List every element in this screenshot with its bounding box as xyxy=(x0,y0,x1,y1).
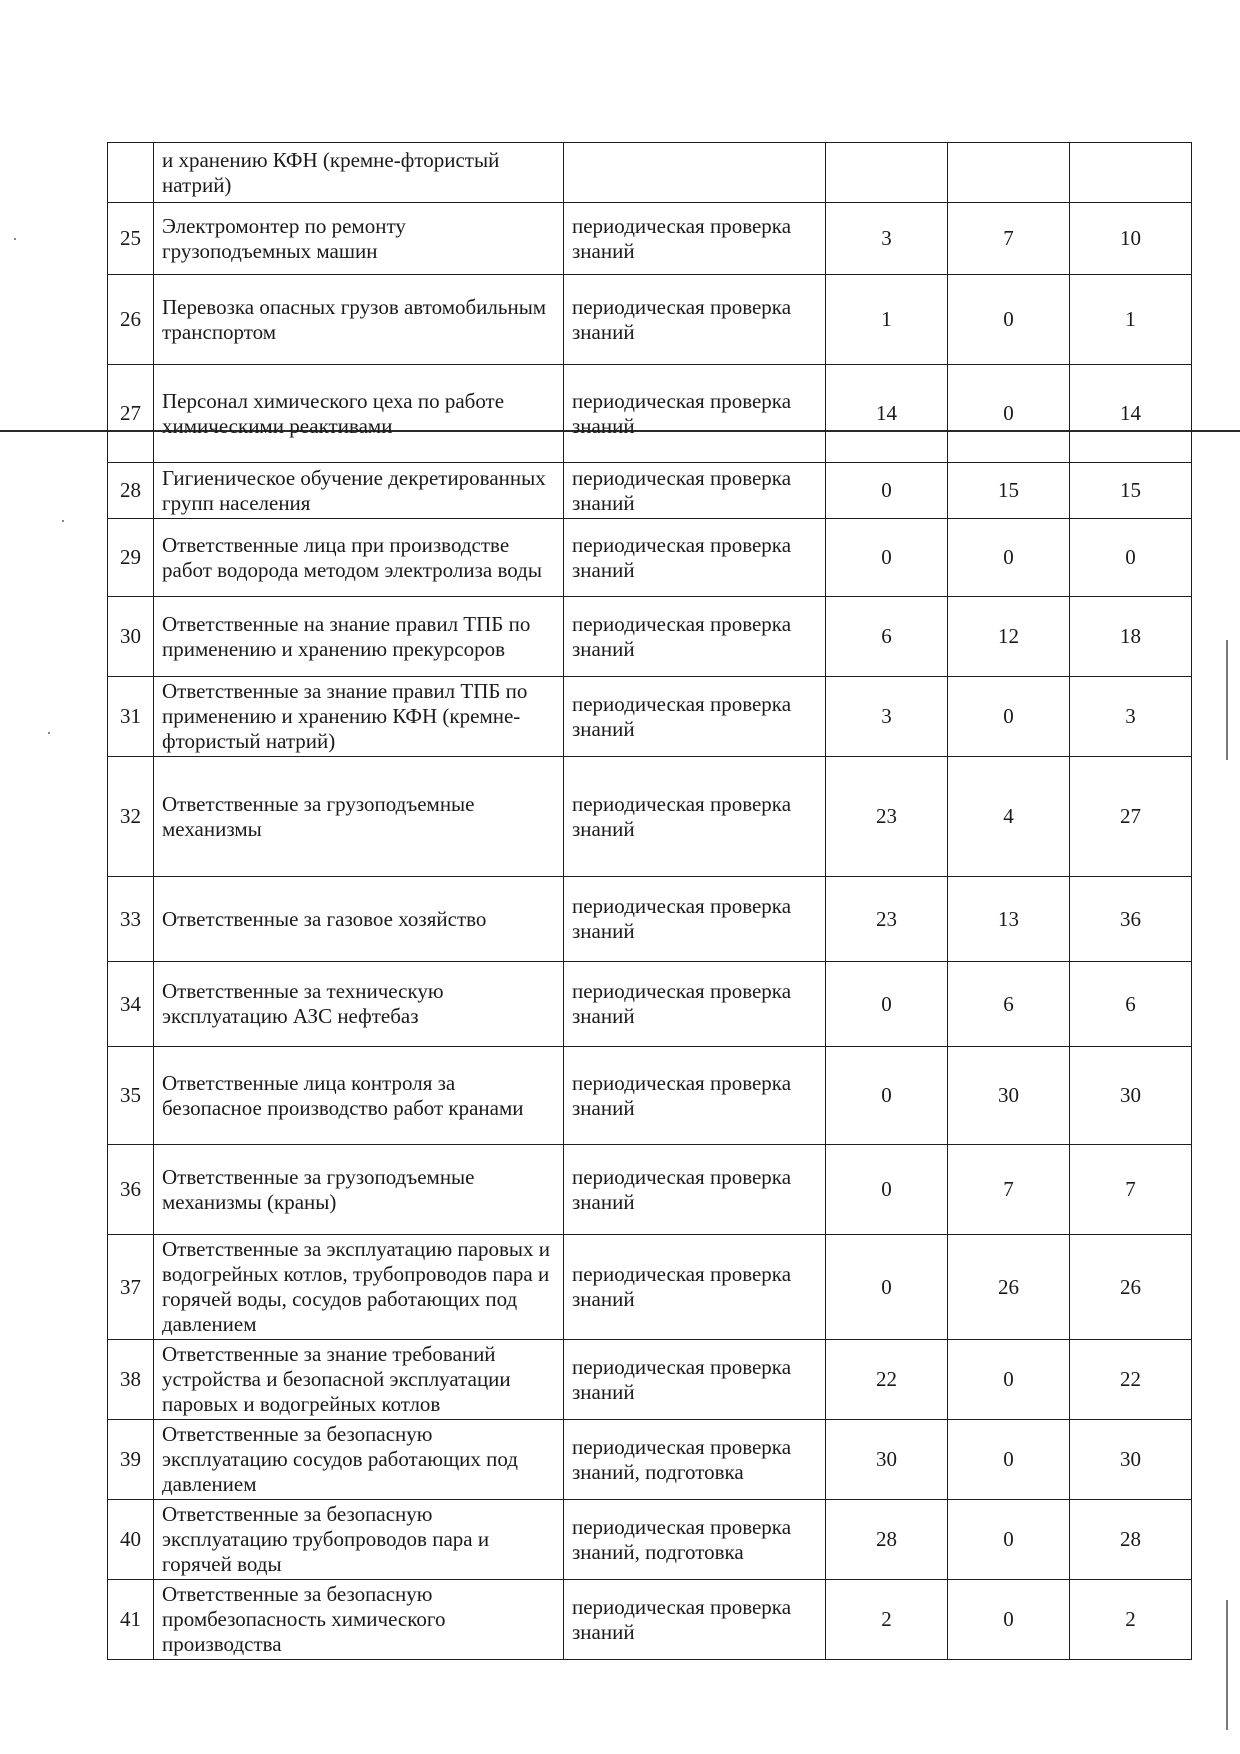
count-b: 0 xyxy=(948,275,1070,365)
row-number: 30 xyxy=(108,597,154,677)
table-row xyxy=(108,1235,1192,1340)
count-b: 30 xyxy=(948,1047,1070,1145)
count-total: 1 xyxy=(1070,275,1192,365)
row-number xyxy=(108,143,154,203)
course-name: Перевозка опасных грузов автомобильным транспортом xyxy=(154,275,564,365)
row-number: 34 xyxy=(108,962,154,1047)
count-b: 0 xyxy=(948,1500,1070,1580)
count-a: 30 xyxy=(826,1420,948,1500)
row-number: 27 xyxy=(108,365,154,463)
course-name: Ответственные за грузоподъемные механизмы xyxy=(154,757,564,877)
count-total: 10 xyxy=(1070,203,1192,275)
table-row xyxy=(108,463,1192,519)
count-b xyxy=(948,143,1070,203)
row-number: 29 xyxy=(108,519,154,597)
count-total: 2 xyxy=(1070,1580,1192,1660)
training-type: периодическая проверка знаний xyxy=(564,962,826,1047)
count-a: 3 xyxy=(826,203,948,275)
count-b: 0 xyxy=(948,519,1070,597)
count-a: 0 xyxy=(826,519,948,597)
count-b: 0 xyxy=(948,365,1070,463)
course-name: Ответственные за безопасную эксплуатацию сосудов работающих под давлением xyxy=(154,1420,564,1500)
row-number: 32 xyxy=(108,757,154,877)
table-row xyxy=(108,962,1192,1047)
count-total: 15 xyxy=(1070,463,1192,519)
count-total: 36 xyxy=(1070,877,1192,962)
row-number: 35 xyxy=(108,1047,154,1145)
scan-speck xyxy=(14,238,16,240)
table-row xyxy=(108,597,1192,677)
count-a: 0 xyxy=(826,463,948,519)
training-type: периодическая проверка знаний xyxy=(564,275,826,365)
row-number: 41 xyxy=(108,1580,154,1660)
training-type xyxy=(564,143,826,203)
training-type: периодическая проверка знаний, подготовка xyxy=(564,1420,826,1500)
course-name: Ответственные за грузоподъемные механизмы (краны) xyxy=(154,1145,564,1235)
table-row xyxy=(108,143,1192,203)
scan-edge-mark xyxy=(1226,640,1228,760)
count-b: 13 xyxy=(948,877,1070,962)
count-total xyxy=(1070,143,1192,203)
count-total: 22 xyxy=(1070,1340,1192,1420)
training-type: периодическая проверка знаний xyxy=(564,203,826,275)
course-name: Ответственные за газовое хозяйство xyxy=(154,877,564,962)
row-number: 26 xyxy=(108,275,154,365)
training-type: периодическая проверка знаний xyxy=(564,365,826,463)
table-body xyxy=(108,143,1192,1660)
count-b: 6 xyxy=(948,962,1070,1047)
count-b: 7 xyxy=(948,1145,1070,1235)
table-row xyxy=(108,1420,1192,1500)
table-row xyxy=(108,1580,1192,1660)
course-name: Ответственные лица контроля за безопасное производство работ кранами xyxy=(154,1047,564,1145)
course-name: Ответственные за безопасную промбезопасность химического производства xyxy=(154,1580,564,1660)
training-type: периодическая проверка знаний xyxy=(564,877,826,962)
count-b: 7 xyxy=(948,203,1070,275)
course-name: Ответственные за безопасную эксплуатацию трубопроводов пара и горячей воды xyxy=(154,1500,564,1580)
training-type: периодическая проверка знаний xyxy=(564,597,826,677)
training-type: периодическая проверка знаний xyxy=(564,1047,826,1145)
count-a: 14 xyxy=(826,365,948,463)
count-a: 0 xyxy=(826,962,948,1047)
course-name: Ответственные на знание правил ТПБ по применению и хранению прекурсоров xyxy=(154,597,564,677)
course-name: Гигиеническое обучение декретированных групп населения xyxy=(154,463,564,519)
course-name: и хранению КФН (кремне-фтористый натрий) xyxy=(154,143,564,203)
count-b: 4 xyxy=(948,757,1070,877)
table-row xyxy=(108,1340,1192,1420)
table-row xyxy=(108,757,1192,877)
count-b: 15 xyxy=(948,463,1070,519)
table-row xyxy=(108,275,1192,365)
table-row xyxy=(108,519,1192,597)
training-type: периодическая проверка знаний xyxy=(564,1145,826,1235)
count-a: 0 xyxy=(826,1047,948,1145)
training-type: периодическая проверка знаний xyxy=(564,519,826,597)
count-a: 22 xyxy=(826,1340,948,1420)
count-a: 0 xyxy=(826,1235,948,1340)
training-type: периодическая проверка знаний xyxy=(564,677,826,757)
count-a: 23 xyxy=(826,757,948,877)
count-a xyxy=(826,143,948,203)
course-name: Ответственные за эксплуатацию паровых и водогрейных котлов, трубопроводов пара и горячей воды, сосудов работающих под давлением xyxy=(154,1235,564,1340)
row-number: 28 xyxy=(108,463,154,519)
count-b: 0 xyxy=(948,1420,1070,1500)
count-a: 1 xyxy=(826,275,948,365)
row-number: 38 xyxy=(108,1340,154,1420)
training-table xyxy=(107,142,1192,1660)
count-a: 28 xyxy=(826,1500,948,1580)
training-type: периодическая проверка знаний xyxy=(564,1580,826,1660)
count-total: 7 xyxy=(1070,1145,1192,1235)
table-row xyxy=(108,877,1192,962)
count-total: 14 xyxy=(1070,365,1192,463)
course-name: Ответственные за знание требований устройства и безопасной эксплуатации паровых и водогрейных котлов xyxy=(154,1340,564,1420)
row-number: 36 xyxy=(108,1145,154,1235)
count-b: 12 xyxy=(948,597,1070,677)
row-number: 37 xyxy=(108,1235,154,1340)
count-a: 3 xyxy=(826,677,948,757)
count-a: 6 xyxy=(826,597,948,677)
row-number: 33 xyxy=(108,877,154,962)
row-number: 31 xyxy=(108,677,154,757)
count-b: 0 xyxy=(948,677,1070,757)
count-a: 0 xyxy=(826,1145,948,1235)
count-total: 28 xyxy=(1070,1500,1192,1580)
count-a: 23 xyxy=(826,877,948,962)
row-number: 40 xyxy=(108,1500,154,1580)
count-total: 30 xyxy=(1070,1047,1192,1145)
table-row xyxy=(108,677,1192,757)
count-total: 26 xyxy=(1070,1235,1192,1340)
table-row xyxy=(108,1500,1192,1580)
course-name: Ответственные за знание правил ТПБ по применению и хранению КФН (кремне-фтористый натрий) xyxy=(154,677,564,757)
count-total: 0 xyxy=(1070,519,1192,597)
training-type: периодическая проверка знаний, подготовка xyxy=(564,1500,826,1580)
count-b: 26 xyxy=(948,1235,1070,1340)
scan-speck xyxy=(48,732,50,734)
count-total: 27 xyxy=(1070,757,1192,877)
row-number: 39 xyxy=(108,1420,154,1500)
table-row xyxy=(108,203,1192,275)
count-total: 30 xyxy=(1070,1420,1192,1500)
count-a: 2 xyxy=(826,1580,948,1660)
count-b: 0 xyxy=(948,1580,1070,1660)
scan-edge-mark xyxy=(1226,1600,1228,1730)
table-row xyxy=(108,1145,1192,1235)
table-row xyxy=(108,365,1192,463)
course-name: Ответственные лица при производстве работ водорода методом электролиза воды xyxy=(154,519,564,597)
count-total: 6 xyxy=(1070,962,1192,1047)
count-total: 3 xyxy=(1070,677,1192,757)
row-number: 25 xyxy=(108,203,154,275)
count-b: 0 xyxy=(948,1340,1070,1420)
scan-speck xyxy=(62,520,64,522)
training-type: периодическая проверка знаний xyxy=(564,1340,826,1420)
training-type: периодическая проверка знаний xyxy=(564,463,826,519)
training-type: периодическая проверка знаний xyxy=(564,1235,826,1340)
table-row xyxy=(108,1047,1192,1145)
count-total: 18 xyxy=(1070,597,1192,677)
training-type: периодическая проверка знаний xyxy=(564,757,826,877)
course-name: Ответственные за техническую эксплуатацию АЗС нефтебаз xyxy=(154,962,564,1047)
course-name: Персонал химического цеха по работе химическими реактивами xyxy=(154,365,564,463)
course-name: Электромонтер по ремонту грузоподъемных машин xyxy=(154,203,564,275)
